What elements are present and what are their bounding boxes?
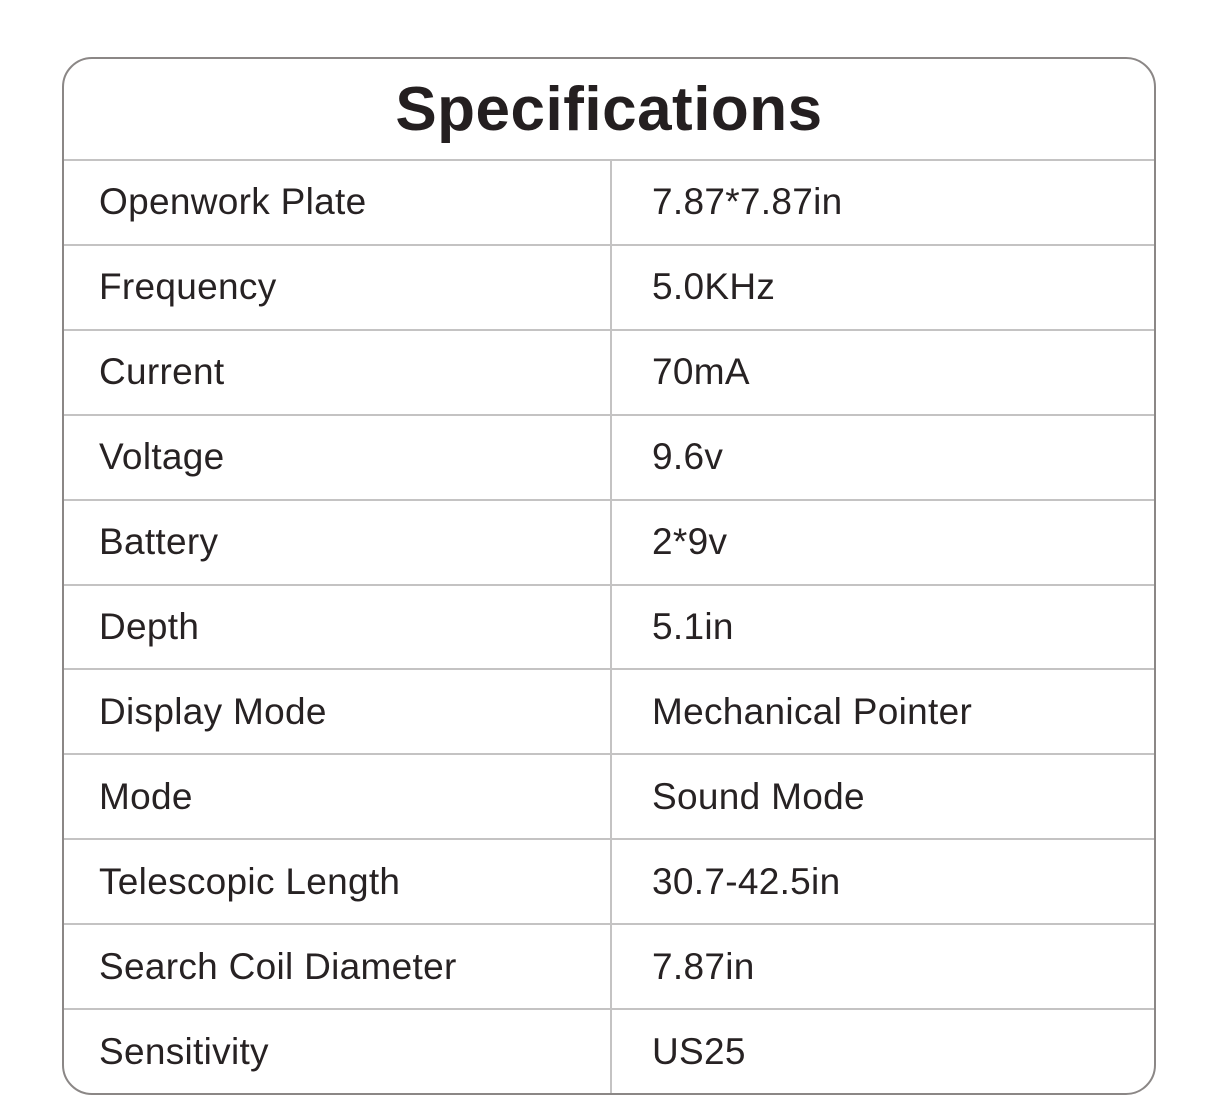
spec-value: 7.87*7.87in [610, 161, 1154, 244]
table-row [64, 753, 1154, 838]
table-title: Specifications [395, 74, 823, 144]
spec-label: Voltage [99, 436, 225, 478]
spec-label: Sensitivity [99, 1030, 269, 1072]
spec-label: Display Mode [99, 690, 327, 732]
spec-value: 5.0KHz [610, 246, 1154, 329]
table-row [64, 668, 1154, 753]
table-row [64, 1008, 1154, 1093]
table-row [64, 414, 1154, 499]
spec-value: 7.87in [610, 925, 1154, 1008]
spec-value: 5.1in [610, 586, 1154, 669]
table-row [64, 244, 1154, 329]
spec-value: 2*9v [610, 501, 1154, 584]
specifications-table [62, 57, 1156, 1095]
spec-label: Current [99, 351, 225, 393]
spec-label: Openwork Plate [99, 181, 367, 223]
spec-label: Search Coil Diameter [99, 945, 457, 987]
spec-label: Frequency [99, 266, 277, 308]
spec-label: Battery [99, 521, 219, 563]
table-row [64, 838, 1154, 923]
spec-value: 70mA [610, 331, 1154, 414]
spec-value: 30.7-42.5in [610, 840, 1154, 923]
table-row [64, 499, 1154, 584]
table-row [64, 159, 1154, 244]
spec-value: Sound Mode [610, 755, 1154, 838]
spec-value: 9.6v [610, 416, 1154, 499]
spec-label: Depth [99, 605, 200, 647]
table-row [64, 923, 1154, 1008]
table-row [64, 584, 1154, 669]
spec-label: Telescopic Length [99, 860, 401, 902]
spec-value: Mechanical Pointer [610, 670, 1154, 753]
spec-value: US25 [610, 1010, 1154, 1093]
spec-rows [64, 159, 1154, 1093]
spec-label: Mode [99, 775, 193, 817]
table-row [64, 329, 1154, 414]
